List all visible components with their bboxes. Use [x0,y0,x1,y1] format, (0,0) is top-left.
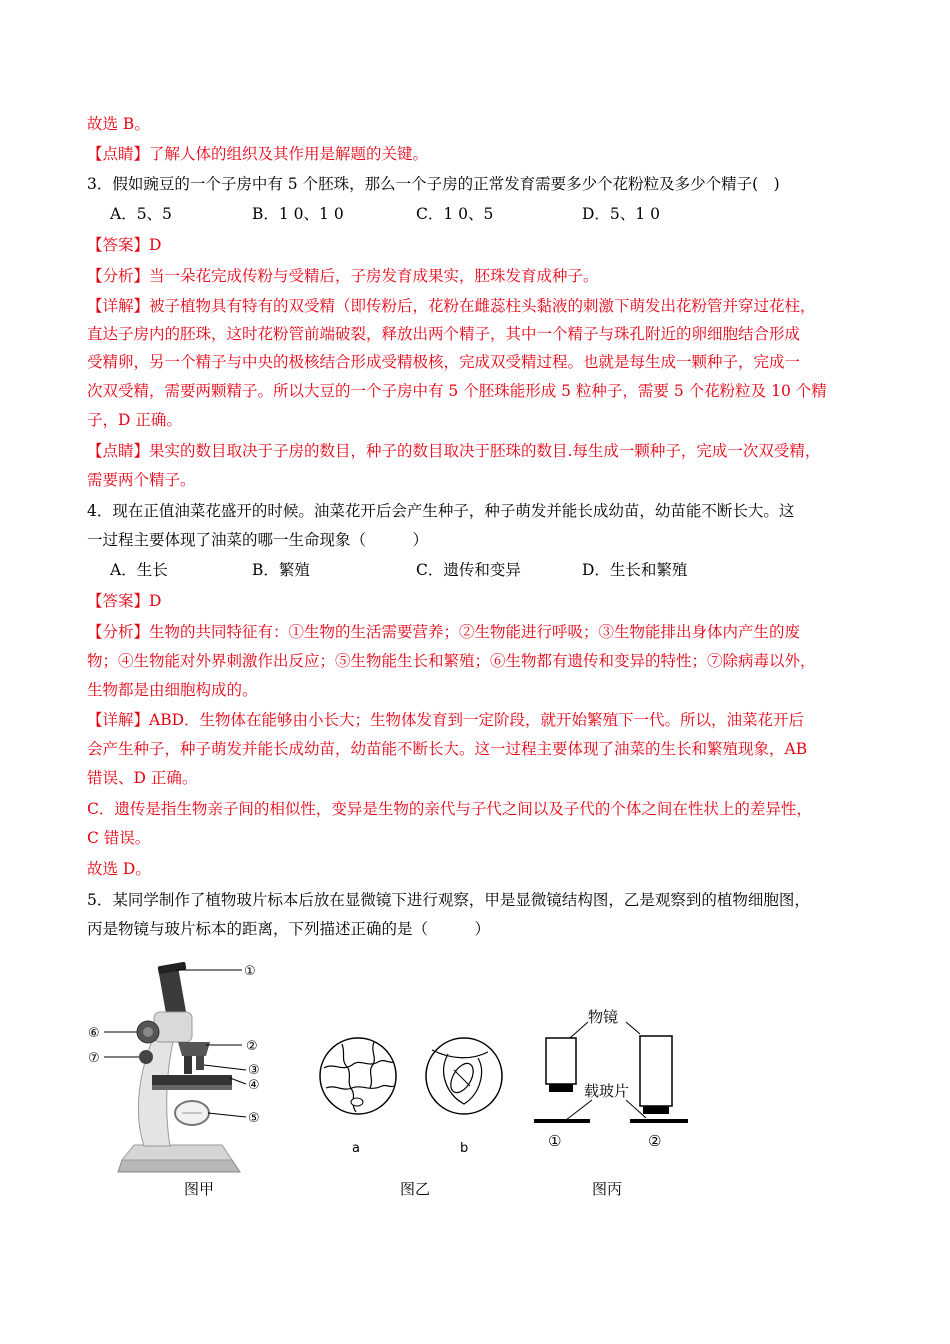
q4-detail-line: 【详解】ABD．生物体在能够由小长大；生物体发育到一定阶段，就开始繁殖下一代。所以，油菜花开后 [87,711,805,729]
q3-option-a: A．5、5 [110,205,172,223]
microscope-label: ④ [248,1078,260,1093]
q4-conclusion: 故选 D。 [87,860,151,878]
q3-tip-line: 需要两个精子。 [87,471,196,489]
figure-jia-caption: 图甲 [184,1180,215,1198]
cell-view-b [426,1038,502,1156]
stage [152,1075,232,1085]
objective-distance-figure [530,1000,700,1160]
microscope-base [118,1160,240,1172]
objective-short [546,1038,576,1084]
q3-tip-line: 【点睛】果实的数目取决于子房的数目，种子的数目取决于胚珠的数目.每生成一颗种子，完成一次双受精， [87,442,821,460]
microscope-figure [82,960,282,1180]
microscope-label: ② [246,1039,258,1054]
q4-answer: 【答案】D [87,592,162,610]
microscope-label: ③ [248,1063,260,1078]
figure-bing-caption: 图丙 [592,1180,623,1198]
slide-label: 载玻片 [584,1082,630,1100]
q4-analysis-line: 【分析】生物的共同特征有：①生物的生活需要营养；②生物能进行呼吸；③生物能排出身体内产生的废 [87,623,801,641]
q4-analysis-line: 生物都是由细胞构成的。 [87,681,258,699]
q5-stem-line: 丙是物镜与玻片标本的距离，下列描述正确的是（ ） [87,920,491,938]
microscope-label: ⑤ [248,1111,260,1126]
cell-view-label: a [352,1141,360,1156]
q3-detail-line: 子，D 正确。 [87,411,182,429]
q3-detail-line: 受精卵，另一个精子与中央的极核结合形成受精极核，完成双受精过程。也就是每生成一颗种子，完成一 [87,353,801,371]
cell-view-a [320,1038,396,1156]
q3-option-b: B．1 0、1 0 [252,205,344,223]
q3-option-c: C．1 0、5 [416,205,494,223]
objective-long [640,1036,672,1106]
q4-stem-line: 4．现在正值油菜花盛开的时候。油菜花开后会产生种子，种子萌发并能长成幼苗，幼苗能不断长大。这 [87,502,795,520]
objective-distance-label: ② [648,1132,662,1150]
slide-2 [630,1119,688,1123]
microscope-label: ① [244,964,256,979]
q4-detail-line: 会产生种子，种子萌发并能长成幼苗，幼苗能不断长大。这一过程主要体现了油菜的生长和繁殖现象，AB [87,740,808,758]
slide-1 [534,1119,590,1123]
q3-detail-line: 直达子房内的胚珠，这时花粉管前端破裂，释放出两个精子，其中一个精子与珠孔附近的卵细胞结合形成 [87,325,801,343]
q4-detail-line: 错误、D 正确。 [87,769,198,787]
objectives [178,1042,210,1056]
q4-detail2-line: C 错误。 [87,829,151,847]
q4-stem-line: 一过程主要体现了油菜的哪一生命现象（ ） [87,531,429,549]
fine-focus-knob [139,1050,153,1064]
q3-detail-line: 次双受精，需要两颗精子。所以大豆的一个子房中有 5 个胚珠能形成 5 粒种子，需要 5 个花粉粒及 10 个精 [87,382,827,400]
q3-detail-line: 【详解】被子植物具有特有的双受精（即传粉后，花粉在雌蕊柱头黏液的刺激下萌发出花粉管并穿过花柱， [87,297,816,315]
q2-conclusion: 故选 B。 [87,115,150,133]
figure-yi-caption: 图乙 [400,1180,431,1198]
q4-option-d: D．生长和繁殖 [582,561,688,579]
objective-distance-label: ① [548,1132,562,1150]
q2-tip: 【点睛】了解人体的组织及其作用是解题的关键。 [87,145,429,163]
q3-analysis: 【分析】当一朵花完成传粉与受精后，子房发育成果实，胚珠发育成种子。 [87,267,599,285]
q4-analysis-line: 物；④生物能对外界刺激作出反应；⑤生物能生长和繁殖；⑥生物都有遗传和变异的特性；⑦除病毒以外， [87,652,816,670]
q3-answer: 【答案】D [87,236,162,254]
microscope-label: ⑦ [88,1051,100,1066]
q3-stem: 3．假如豌豆的一个子房中有 5 个胚珠，那么一个子房的正常发育需要多少个花粉粒及多少个精子( ) [87,175,780,193]
q3-option-d: D．5、1 0 [582,205,660,223]
q4-detail2-line: C．遗传是指生物亲子间的相似性，变异是生物的亲代与子代之间以及子代的个体之间在性状上的差异性， [87,800,812,818]
cell-view-figure [312,1010,512,1160]
objective-label: 物镜 [588,1008,619,1026]
cell-view-label: b [460,1141,469,1156]
q4-option-a: A．生长 [110,561,168,579]
q5-stem-line: 5．某同学制作了植物玻片标本后放在显微镜下进行观察，甲是显微镜结构图，乙是观察到的植物细胞图， [87,891,810,909]
q4-option-b: B．繁殖 [252,561,310,579]
microscope-label: ⑥ [88,1026,100,1041]
q4-option-c: C．遗传和变异 [416,561,521,579]
